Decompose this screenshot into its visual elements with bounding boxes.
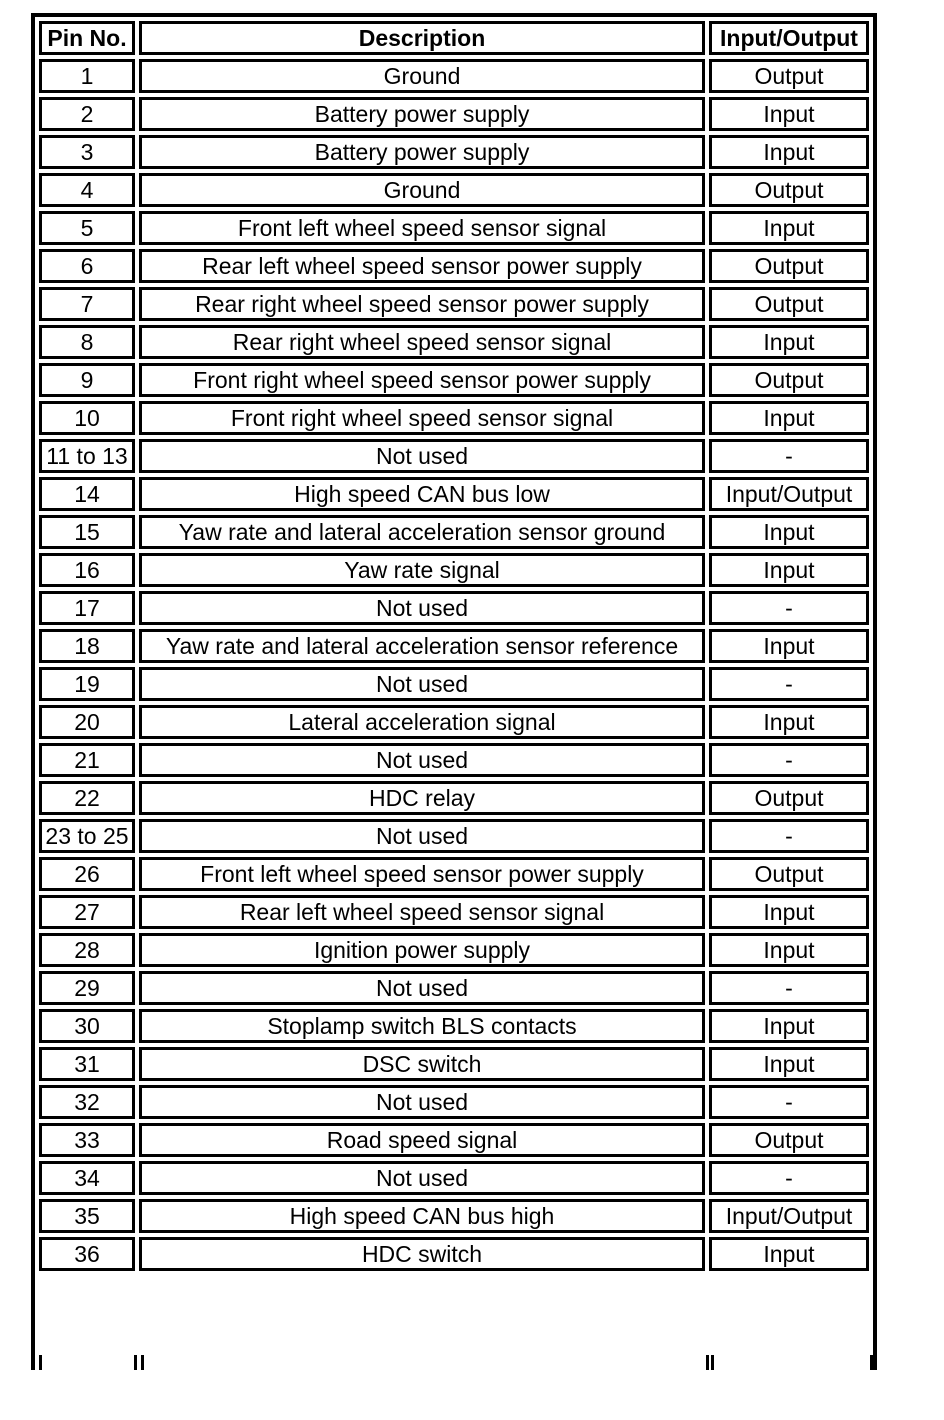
io-cell: Input — [709, 1009, 869, 1043]
header-pin: Pin No. — [39, 21, 135, 55]
pin-cell: 19 — [39, 667, 135, 701]
pin-cell: 31 — [39, 1047, 135, 1081]
header-row — [39, 21, 869, 55]
table-row — [39, 249, 869, 283]
table-row — [39, 401, 869, 435]
table-row — [39, 287, 869, 321]
description-cell: Rear right wheel speed sensor power supply — [139, 287, 705, 321]
description-cell: Yaw rate and lateral acceleration sensor ground — [139, 515, 705, 549]
pin-cell: 28 — [39, 933, 135, 967]
description-cell: Front left wheel speed sensor power supply — [139, 857, 705, 891]
io-cell: Input/Output — [709, 1199, 869, 1233]
description-cell: Not used — [139, 971, 705, 1005]
io-cell: Input — [709, 211, 869, 245]
pin-cell: 11 to 13 — [39, 439, 135, 473]
description-cell: Not used — [139, 743, 705, 777]
pin-cell: 23 to 25 — [39, 819, 135, 853]
pin-cell: 9 — [39, 363, 135, 397]
pin-cell: 3 — [39, 135, 135, 169]
table-row — [39, 933, 869, 967]
io-cell: - — [709, 743, 869, 777]
table-row — [39, 667, 869, 701]
table-row — [39, 1161, 869, 1195]
description-cell: Road speed signal — [139, 1123, 705, 1157]
pin-cell: 1 — [39, 59, 135, 93]
pin-cell: 15 — [39, 515, 135, 549]
table-row — [39, 1199, 869, 1233]
table-row — [39, 363, 869, 397]
description-cell: DSC switch — [139, 1047, 705, 1081]
description-cell: Battery power supply — [139, 97, 705, 131]
table-row — [39, 819, 869, 853]
table-row — [39, 97, 869, 131]
header-io: Input/Output — [709, 21, 869, 55]
io-cell: - — [709, 971, 869, 1005]
io-cell: Input — [709, 325, 869, 359]
io-cell: Output — [709, 173, 869, 207]
description-cell: Not used — [139, 591, 705, 625]
pin-cell: 20 — [39, 705, 135, 739]
io-cell: - — [709, 1161, 869, 1195]
pin-cell: 6 — [39, 249, 135, 283]
description-cell: Stoplamp switch BLS contacts — [139, 1009, 705, 1043]
description-cell: Rear left wheel speed sensor signal — [139, 895, 705, 929]
table-row — [39, 743, 869, 777]
table-row — [39, 895, 869, 929]
io-cell: Output — [709, 1123, 869, 1157]
description-cell: High speed CAN bus high — [139, 1199, 705, 1233]
pin-cell: 5 — [39, 211, 135, 245]
table-row — [39, 439, 869, 473]
pin-cell: 34 — [39, 1161, 135, 1195]
pin-cell: 8 — [39, 325, 135, 359]
description-cell: Ground — [139, 173, 705, 207]
io-cell: Input/Output — [709, 477, 869, 511]
io-cell: Input — [709, 97, 869, 131]
pin-cell: 14 — [39, 477, 135, 511]
description-cell: Ground — [139, 59, 705, 93]
io-cell: - — [709, 591, 869, 625]
table-row — [39, 1123, 869, 1157]
table-row — [39, 1237, 869, 1271]
description-cell: Not used — [139, 819, 705, 853]
pin-cell: 7 — [39, 287, 135, 321]
pin-cell: 4 — [39, 173, 135, 207]
description-cell: Battery power supply — [139, 135, 705, 169]
io-cell: Input — [709, 933, 869, 967]
io-cell: Output — [709, 857, 869, 891]
description-cell: Front right wheel speed sensor signal — [139, 401, 705, 435]
pin-cell: 32 — [39, 1085, 135, 1119]
table-tail-pin — [39, 1355, 137, 1370]
pin-cell: 18 — [39, 629, 135, 663]
io-cell: - — [709, 1085, 869, 1119]
io-cell: - — [709, 667, 869, 701]
io-cell: Output — [709, 59, 869, 93]
io-cell: Input — [709, 515, 869, 549]
table-row — [39, 173, 869, 207]
pin-cell: 16 — [39, 553, 135, 587]
pin-cell: 35 — [39, 1199, 135, 1233]
io-cell: Input — [709, 1047, 869, 1081]
table-row — [39, 1047, 869, 1081]
header-description: Description — [139, 21, 705, 55]
description-cell: HDC relay — [139, 781, 705, 815]
pin-cell: 27 — [39, 895, 135, 929]
io-cell: - — [709, 439, 869, 473]
description-cell: Front right wheel speed sensor power supply — [139, 363, 705, 397]
pin-cell: 26 — [39, 857, 135, 891]
table-row — [39, 135, 869, 169]
io-cell: Input — [709, 895, 869, 929]
description-cell: Yaw rate signal — [139, 553, 705, 587]
table-row — [39, 781, 869, 815]
table-row — [39, 59, 869, 93]
pin-cell: 10 — [39, 401, 135, 435]
pin-cell: 36 — [39, 1237, 135, 1271]
table-row — [39, 971, 869, 1005]
pin-cell: 2 — [39, 97, 135, 131]
io-cell: Output — [709, 287, 869, 321]
table-tail-description — [141, 1355, 709, 1370]
table-row — [39, 553, 869, 587]
description-cell: Not used — [139, 667, 705, 701]
description-cell: Lateral acceleration signal — [139, 705, 705, 739]
description-cell: Not used — [139, 1085, 705, 1119]
description-cell: Not used — [139, 439, 705, 473]
table-tail-io — [711, 1355, 873, 1370]
description-cell: HDC switch — [139, 1237, 705, 1271]
pin-cell: 29 — [39, 971, 135, 1005]
io-cell: Input — [709, 629, 869, 663]
pin-cell: 17 — [39, 591, 135, 625]
io-cell: Input — [709, 135, 869, 169]
table-row — [39, 591, 869, 625]
description-cell: Yaw rate and lateral acceleration sensor reference — [139, 629, 705, 663]
table-row — [39, 325, 869, 359]
io-cell: Input — [709, 401, 869, 435]
io-cell: Output — [709, 781, 869, 815]
description-cell: Rear right wheel speed sensor signal — [139, 325, 705, 359]
pin-cell: 30 — [39, 1009, 135, 1043]
description-cell: Ignition power supply — [139, 933, 705, 967]
table-row — [39, 515, 869, 549]
pin-cell: 22 — [39, 781, 135, 815]
table-row — [39, 211, 869, 245]
table-row — [39, 477, 869, 511]
io-cell: Input — [709, 553, 869, 587]
pin-cell: 33 — [39, 1123, 135, 1157]
description-cell: Not used — [139, 1161, 705, 1195]
io-cell: Output — [709, 249, 869, 283]
pin-table — [35, 17, 873, 1275]
table-row — [39, 705, 869, 739]
description-cell: Front left wheel speed sensor signal — [139, 211, 705, 245]
io-cell: Input — [709, 1237, 869, 1271]
io-cell: - — [709, 819, 869, 853]
description-cell: Rear left wheel speed sensor power supply — [139, 249, 705, 283]
io-cell: Output — [709, 363, 869, 397]
table-row — [39, 629, 869, 663]
table-row — [39, 1085, 869, 1119]
description-cell: High speed CAN bus low — [139, 477, 705, 511]
table-row — [39, 857, 869, 891]
pin-cell: 21 — [39, 743, 135, 777]
io-cell: Input — [709, 705, 869, 739]
table-row — [39, 1009, 869, 1043]
